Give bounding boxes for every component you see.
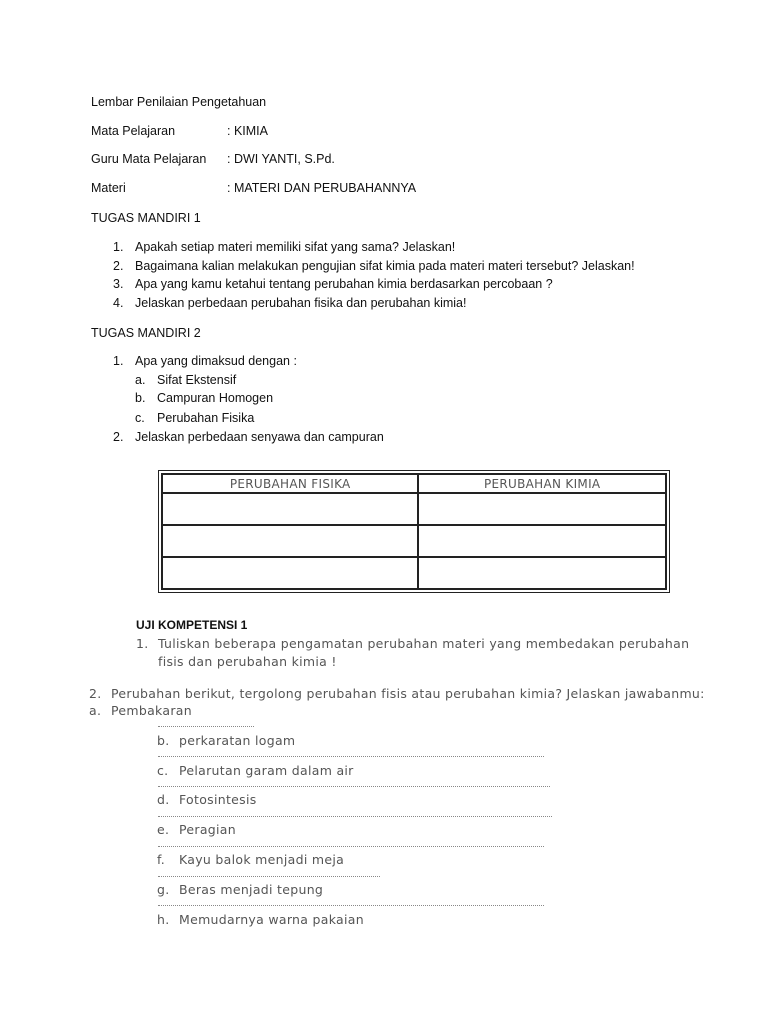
list-item: 2. Jelaskan perbedaan senyawa dan campuran <box>113 430 384 444</box>
tugas-mandiri-2-heading: TUGAS MANDIRI 2 <box>91 326 201 340</box>
answer-line[interactable] <box>158 876 380 877</box>
list-item: 1. Apakah setiap materi memiliki sifat yang sama? Jelaskan! <box>113 240 456 254</box>
table-row <box>162 493 666 525</box>
answer-line[interactable] <box>158 905 544 906</box>
comparison-table <box>161 473 667 590</box>
table-cell[interactable] <box>162 525 418 557</box>
item-h: h. Memudarnya warna pakaian <box>157 912 364 927</box>
header-perubahan-kimia: PERUBAHAN KIMIA <box>418 474 666 493</box>
answer-line[interactable] <box>158 726 254 727</box>
document-title: Lembar Penilaian Pengetahuan <box>91 95 267 109</box>
sub-list-item: c. Perubahan Fisika <box>135 411 255 425</box>
table-row <box>162 557 666 589</box>
item-b: b. perkaratan logam <box>157 733 296 748</box>
uji-kompetensi-heading: UJI KOMPETENSI 1 <box>136 618 248 632</box>
answer-line[interactable] <box>158 846 544 847</box>
uji-question-1-cont: fisis dan perubahan kimia ! <box>158 654 337 669</box>
teacher-value: : DWI YANTI, S.Pd. <box>227 152 335 166</box>
list-item: 2. Bagaimana kalian melakukan pengujian sifat kimia pada materi materi tersebut? Jelaskan! <box>113 259 635 273</box>
sub-list-item: a. Sifat Ekstensif <box>135 373 237 387</box>
answer-line[interactable] <box>158 756 544 757</box>
list-item: 1. Apa yang dimaksud dengan : <box>113 354 297 368</box>
answer-line[interactable] <box>158 816 552 817</box>
item-g: g. Beras menjadi tepung <box>157 882 324 897</box>
topic-label: Materi <box>91 181 126 195</box>
topic-value: : MATERI DAN PERUBAHANNYA <box>227 181 417 195</box>
subject-label: Mata Pelajaran <box>91 124 176 138</box>
item-a: a. Pembakaran <box>89 703 192 718</box>
list-item: 4. Jelaskan perbedaan perubahan fisika dan perubahan kimia! <box>113 296 467 310</box>
item-f: f. Kayu balok menjadi meja <box>157 852 345 867</box>
table-cell[interactable] <box>418 557 666 589</box>
table-cell[interactable] <box>162 557 418 589</box>
item-c: c. Pelarutan garam dalam air <box>157 763 354 778</box>
answer-line[interactable] <box>158 786 550 787</box>
uji-question-2: 2. Perubahan berikut, tergolong perubahan fisis atau perubahan kimia? Jelaskan jawabanmu: <box>89 686 705 701</box>
item-d: d. Fotosintesis <box>157 792 257 807</box>
item-e: e. Peragian <box>157 822 236 837</box>
table-cell[interactable] <box>162 493 418 525</box>
sub-list-item: b. Campuran Homogen <box>135 391 274 405</box>
header-perubahan-fisika: PERUBAHAN FISIKA <box>162 474 418 493</box>
teacher-label: Guru Mata Pelajaran <box>91 152 207 166</box>
tugas-mandiri-1-heading: TUGAS MANDIRI 1 <box>91 211 201 225</box>
uji-question-1: 1. Tuliskan beberapa pengamatan perubahan materi yang membedakan perubahan <box>136 636 690 651</box>
list-item: 3. Apa yang kamu ketahui tentang perubahan kimia berdasarkan percobaan ? <box>113 277 553 291</box>
table-header-row <box>162 474 666 493</box>
table-cell[interactable] <box>418 493 666 525</box>
subject-value: : KIMIA <box>227 124 268 138</box>
table-cell[interactable] <box>418 525 666 557</box>
table-row <box>162 525 666 557</box>
